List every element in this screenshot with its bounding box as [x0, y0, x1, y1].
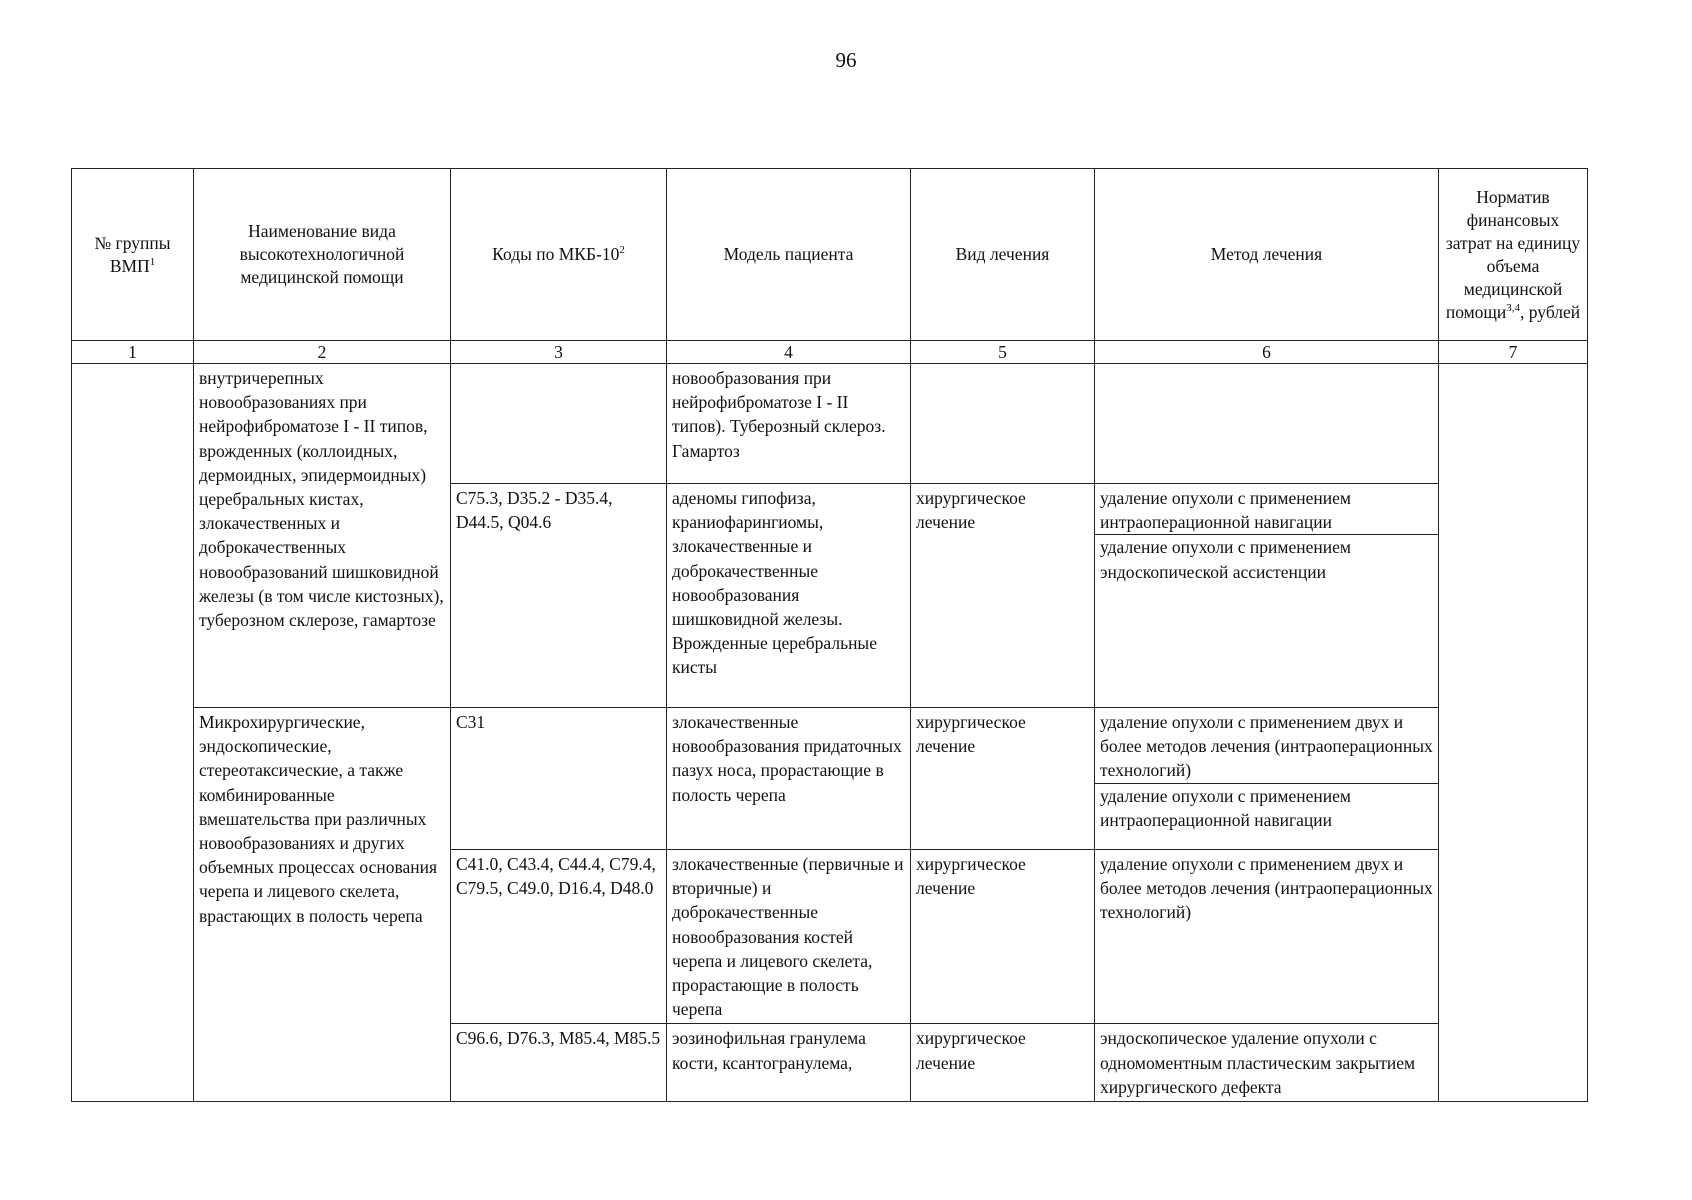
method-cell: [1095, 364, 1439, 484]
column-number: 6: [1095, 341, 1439, 364]
type-cell: хирургическое лечение: [911, 708, 1095, 850]
type-cell: хирургическое лечение: [911, 1024, 1095, 1102]
column-number-row: [72, 341, 1588, 364]
method-item: удаление опухоли с применением двух и более методов лечения (интраоперационных технологий): [1100, 854, 1433, 923]
method-item: удаление опухоли с применением интраоперационной навигации: [1095, 486, 1438, 535]
codes-cell: C41.0, C43.4, C44.4, C79.4, C79.5, C49.0, D16.4, D48.0: [451, 850, 667, 1024]
method-item: удаление опухоли с применением интраоперационной навигации: [1100, 785, 1351, 830]
model-cell: новообразования при нейрофиброматозе I - II типов). Туберозный склероз. Гамартоз: [667, 364, 911, 484]
model-cell: аденомы гипофиза, краниофарингиомы, злокачественные и доброкачественные новообразования шишковидной железы. Врожденные церебральные кисты: [667, 484, 911, 708]
table-row: [72, 708, 1588, 850]
codes-cell: C31: [451, 708, 667, 850]
column-number: 4: [667, 341, 911, 364]
column-number: 3: [451, 341, 667, 364]
column-number: 7: [1439, 341, 1588, 364]
method-cell: [1095, 1024, 1439, 1102]
header-model: Модель пациента: [667, 169, 911, 341]
name-cell: внутричерепных новообразованиях при нейрофиброматозе I - II типов, врожденных (коллоидных, дермоидных, эпидермоидных) церебральных кистах, злокачественных и доброкачественных новообразований шишковидной железы (в том числе кистозных), туберозном склерозе, гамартозе: [194, 364, 451, 708]
header-method: Метод лечения: [1095, 169, 1439, 341]
name-cell: Микрохирургические, эндоскопические, стереотаксические, а также комбинированные вмешательства при различных новообразованиях и других объемных процессах основания черепа и лицевого скелета, врастающих в полость черепа: [194, 708, 451, 1102]
type-cell: хирургическое лечение: [911, 484, 1095, 708]
method-cell: [1095, 708, 1439, 850]
header-treatment-type: Вид лечения: [911, 169, 1095, 341]
column-number: 2: [194, 341, 451, 364]
norm-cell: [1439, 364, 1588, 1102]
model-cell: злокачественные (первичные и вторичные) и доброкачественные новообразования костей черепа и лицевого скелета, прорастающие в полость черепа: [667, 850, 911, 1024]
method-item: удаление опухоли с применением двух и более методов лечения (интраоперационных технологий): [1095, 710, 1438, 784]
model-cell: злокачественные новообразования придаточных пазух носа, прорастающие в полость черепа: [667, 708, 911, 850]
header-norm: Норматив финансовых затрат на единицу объема медицинской помощи$^{3,4}$, рублей: [1439, 169, 1588, 341]
header-row: [72, 169, 1588, 341]
page-number: 96: [835, 48, 857, 72]
codes-cell: [451, 364, 667, 484]
type-cell: [911, 364, 1095, 484]
codes-cell: C75.3, D35.2 - D35.4, D44.5, Q04.6: [451, 484, 667, 708]
column-number: 1: [72, 341, 194, 364]
group-no-cell: [72, 364, 194, 1102]
column-number: 5: [911, 341, 1095, 364]
header-name: Наименование вида высокотехнологичной медицинской помощи: [194, 169, 451, 341]
method-cell: [1095, 850, 1439, 1024]
type-cell: хирургическое лечение: [911, 850, 1095, 1024]
codes-cell: C96.6, D76.3, M85.4, M85.5: [451, 1024, 667, 1102]
header-codes: Коды по МКБ-$10^2$: [451, 169, 667, 341]
vmp-table: [71, 168, 1588, 1102]
method-item: удаление опухоли с применением эндоскопической ассистенции: [1100, 537, 1351, 582]
model-cell: эозинофильная гранулема кости, ксантогранулема,: [667, 1024, 911, 1102]
method-cell: [1095, 484, 1439, 708]
header-group-no: № группы ВМП$^1$: [72, 169, 194, 341]
table-row: [72, 364, 1588, 484]
method-item: эндоскопическое удаление опухоли с одномоментным пластическим закрытием хирургического дефекта: [1100, 1028, 1416, 1097]
